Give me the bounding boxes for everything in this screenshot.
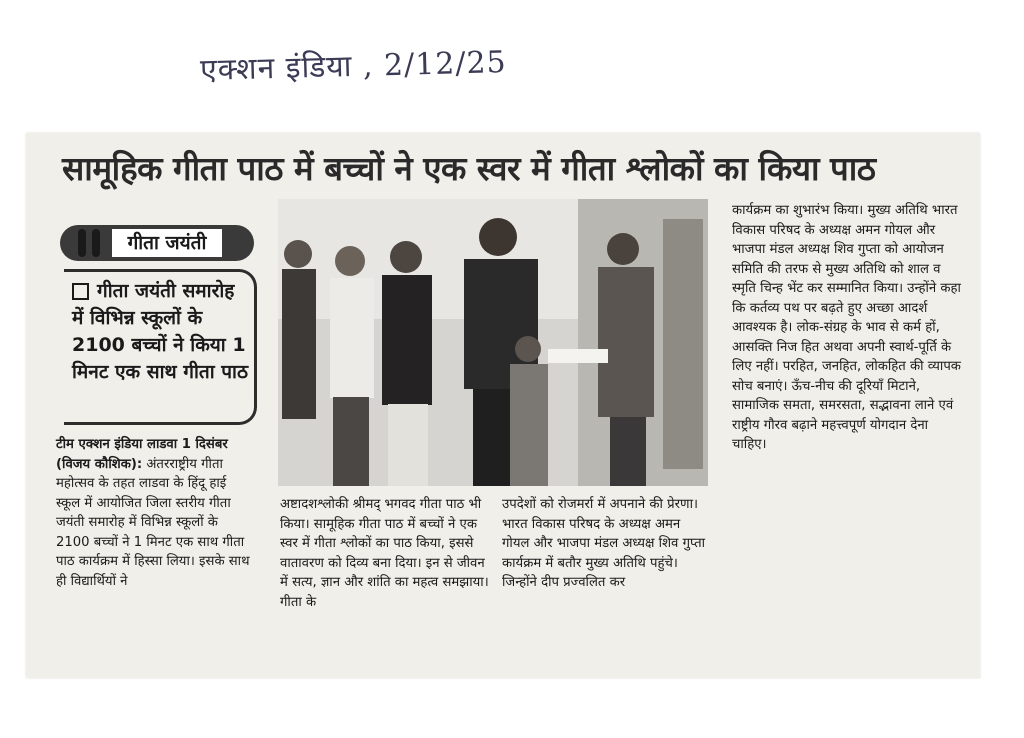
kicker-left-dot xyxy=(78,229,86,257)
kicker-label xyxy=(60,225,254,261)
kicker-text: गीता जयंती xyxy=(112,229,222,257)
highlight-body: गीता जयंती समारोह में विभिन्न स्कूलों के 2100 बच्चों ने किया 1 मिनट एक साथ गीता पाठ xyxy=(72,280,248,383)
byline: टीम एक्शन इंडिया लाडवा 1 दिसंबर (विजय कौशिक): xyxy=(56,437,228,472)
article-column-4: कार्यक्रम का शुभारंभ किया। मुख्य अतिथि भारत विकास परिषद के अध्यक्ष अमन गोयल और भाजपा मंडल अध्यक्ष शिव गुप्ता को आयोजन समिति की तरफ से मुख्य अतिथि को शाल व स्मृति चिन्ह भेंट कर सम्मानित किया। उन्होंने कहा कि कर्तव्य पथ पर बढ़ते हुए अच्छा आदर्श आवश्यक है। लोक-संग्रह के भाव से कर्म हों, आसक्ति निज हित अथवा अपनी स्वार्थ-पूर्ति के लिए नहीं। परहित, जनहित, लोकहित की व्यापक सोच बनाएं। ऊँच-नीच की दूरियाँ मिटाने, सामाजिक समता, समरसता, सद्भावना लाने एवं राष्ट्रीय गौरव बढ़ाने महत्त्वपूर्ण योगदान देना चाहिए। xyxy=(732,203,961,452)
newspaper-clipping xyxy=(26,133,980,678)
kicker-left-dot-2 xyxy=(92,229,100,257)
headline: सामूहिक गीता पाठ में बच्चों ने एक स्वर में गीता श्लोकों का किया पाठ xyxy=(62,149,876,188)
event-photo-drawing xyxy=(278,199,708,486)
column-1-text: अंतरराष्ट्रीय गीता महोत्सव के तहत लाडवा के हिंदू हाई स्कूल में आयोजित जिला स्तरीय गीता जयंती समारोह में विभिन्न स्कूलों के 2100 बच्चों ने 1 मिनट एक साथ गीता पाठ कार्यक्रम में हिस्सा लिया। इसके साथ ही विद्यार्थियों ने xyxy=(56,456,250,589)
article-column-1 xyxy=(56,435,252,591)
article-column-3: उपदेशों को रोजमर्रा में अपनाने की प्रेरणा। भारत विकास परिषद के अध्यक्ष अमन गोयल और भाजपा मंडल अध्यक्ष शिव गुप्ता कार्यक्रम में बतौर मुख्य अतिथि पहुंचे। जिन्होंने दीप प्रज्वलित कर xyxy=(502,497,705,590)
square-bullet-icon xyxy=(72,283,89,300)
handwritten-date-note: एक्शन इंडिया , 2/12/25 xyxy=(199,44,508,89)
article-column-2: अष्टादशश्लोकी श्रीमद् भगवद गीता पाठ भी किया। सामूहिक गीता पाठ में बच्चों ने एक स्वर में गीता श्लोकों का पाठ किया, इससे वातावरण को दिव्य बना दिया। इन से जीवन में सत्य, ज्ञान और शांति का महत्व समझाया। गीता के xyxy=(280,497,489,610)
highlight-box xyxy=(64,269,257,425)
event-photo xyxy=(278,199,708,486)
highlight-text xyxy=(72,278,250,386)
